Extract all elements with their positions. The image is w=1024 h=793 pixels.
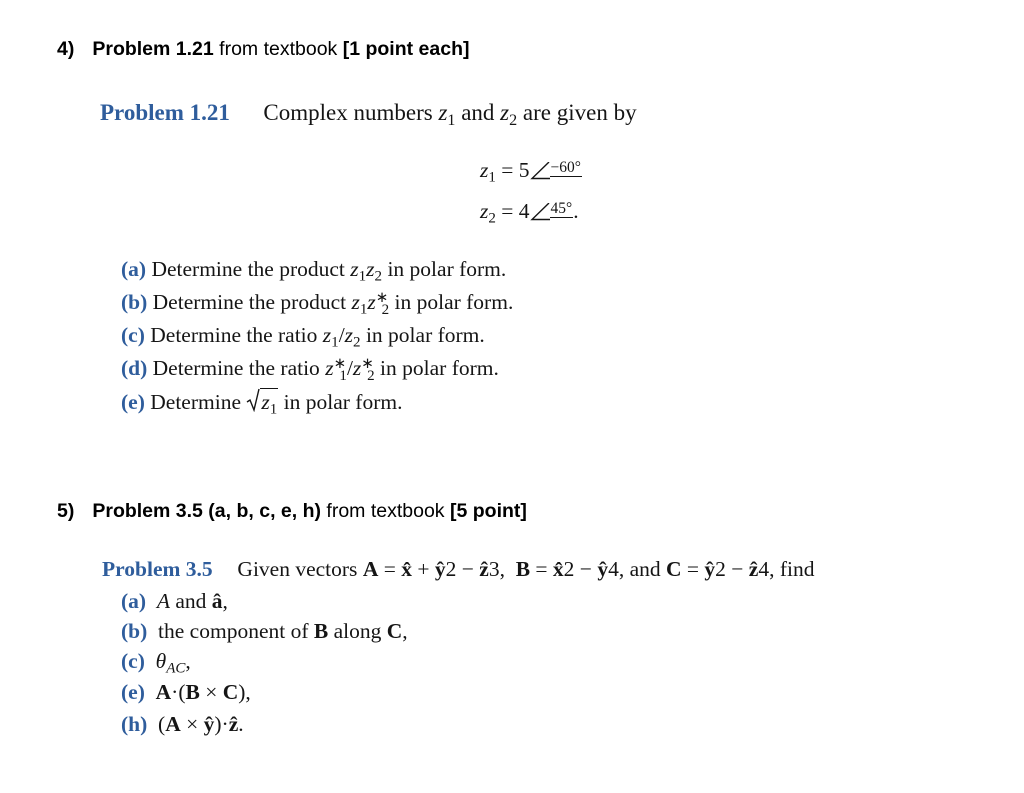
problem-1-21-part-b: (b) Determine the product $z_1z^∗_2$ in polar form. — [121, 290, 514, 318]
question-5-points: [5 point] — [449, 500, 527, 522]
problem-3-5-part-e: (e) A·(B × C), — [121, 680, 251, 704]
problem-3-5-intro-text: Given vectors A = x̂ + ŷ2 − ẑ3, B = x̂2 − ŷ4, and C = ŷ2 − ẑ4, find — [237, 557, 815, 581]
problem-3-5-part-b: (b) the component of B along C, — [121, 619, 408, 643]
problem-3-5-part-a: (a) A and â, — [121, 589, 228, 613]
question-4-points: [1 point each] — [342, 38, 470, 60]
angle-symbol-z1: −60° — [530, 159, 582, 177]
problem-3-5-part-c: (c) $\theta_{AC}$, — [121, 649, 191, 677]
problem-3-5-intro-line — [102, 557, 814, 582]
problem-1-21-part-d: (d) Determine the ratio $z^∗_1/z^∗_2$ in polar form. — [121, 356, 499, 384]
question-4-source: from textbook — [219, 38, 338, 60]
question-5-title: Problem 3.5 (a, b, c, e, h) — [92, 500, 321, 522]
problem-1-21-intro-text: Complex numbers $z_1$ and $z_2$ are given by — [263, 100, 637, 129]
problem-3-5-part-h: (h) (A × ŷ)·ẑ. — [121, 712, 244, 736]
equation-z2: $z_2 = 4$ 45°. — [480, 199, 579, 227]
question-5-source: from textbook — [326, 500, 445, 522]
question-5-number: 5) — [57, 500, 75, 522]
equation-z1: $z_1 = 5$ −60° — [480, 158, 581, 186]
problem-1-21-intro-line — [100, 100, 637, 129]
problem-1-21-part-a: (a) Determine the product $z_1z_2$ in polar form. — [121, 257, 507, 285]
square-root-symbol: $z_1$ — [246, 390, 278, 415]
question-4-number: 4) — [57, 38, 75, 60]
problem-1-21-title: Problem 1.21 — [100, 100, 230, 125]
problem-1-21-part-e: (e) Determine $z_1$ in polar form. — [121, 390, 403, 418]
problem-3-5-title: Problem 3.5 — [102, 557, 213, 581]
question-4-header — [57, 38, 469, 61]
question-4-title: Problem 1.21 — [92, 38, 214, 60]
angle-symbol-z2: 45° — [530, 200, 574, 218]
question-5-header — [57, 500, 527, 523]
problem-1-21-part-c: (c) Determine the ratio $z_1/z_2$ in polar form. — [121, 323, 485, 351]
